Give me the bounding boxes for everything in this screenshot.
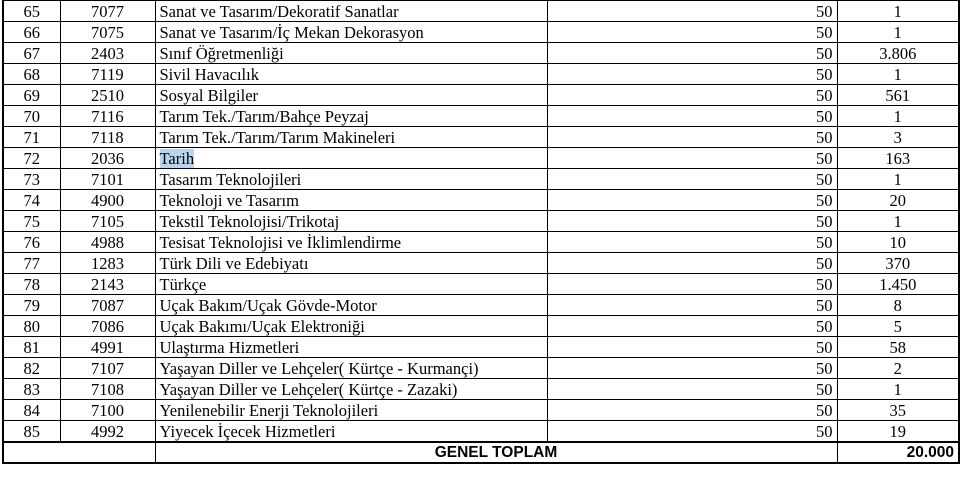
- program-code-cell: 7116: [60, 106, 155, 127]
- row-number-cell: 72: [3, 148, 60, 169]
- program-name-cell: Tasarım Teknolojileri: [155, 169, 547, 190]
- total-row: [3, 442, 959, 463]
- total-label: GENEL TOPLAM: [155, 442, 837, 463]
- program-code-cell: 4988: [60, 232, 155, 253]
- program-name-cell: Uçak Bakım/Uçak Gövde-Motor: [155, 295, 547, 316]
- total-blank-cell: [3, 442, 155, 463]
- table-row: [3, 22, 959, 43]
- program-code-cell: 2510: [60, 85, 155, 106]
- table-row: [3, 421, 959, 443]
- applications-cell: 1: [837, 64, 959, 85]
- table-row: [3, 274, 959, 295]
- table-row: [3, 400, 959, 421]
- table-row: [3, 106, 959, 127]
- applications-cell: 561: [837, 85, 959, 106]
- quota-cell: 50: [547, 127, 837, 148]
- row-number-cell: 81: [3, 337, 60, 358]
- applications-cell: 8: [837, 295, 959, 316]
- table-row: [3, 148, 959, 169]
- row-number-cell: 83: [3, 379, 60, 400]
- table-body: [3, 1, 959, 443]
- program-name-cell: Tarım Tek./Tarım/Tarım Makineleri: [155, 127, 547, 148]
- program-name-cell: Sanat ve Tasarım/İç Mekan Dekorasyon: [155, 22, 547, 43]
- table-row: [3, 127, 959, 148]
- program-code-cell: 2143: [60, 274, 155, 295]
- row-number-cell: 71: [3, 127, 60, 148]
- quota-cell: 50: [547, 379, 837, 400]
- applications-cell: 20: [837, 190, 959, 211]
- program-code-cell: 2036: [60, 148, 155, 169]
- program-code-cell: 2403: [60, 43, 155, 64]
- table-row: [3, 295, 959, 316]
- applications-cell: 1: [837, 169, 959, 190]
- applications-cell: 58: [837, 337, 959, 358]
- applications-cell: 3: [837, 127, 959, 148]
- row-number-cell: 70: [3, 106, 60, 127]
- program-code-cell: 7086: [60, 316, 155, 337]
- row-number-cell: 84: [3, 400, 60, 421]
- row-number-cell: 74: [3, 190, 60, 211]
- quota-cell: 50: [547, 106, 837, 127]
- row-number-cell: 85: [3, 421, 60, 443]
- quota-cell: 50: [547, 295, 837, 316]
- quota-cell: 50: [547, 337, 837, 358]
- table-row: [3, 1, 959, 22]
- applications-cell: 35: [837, 400, 959, 421]
- program-name-cell: Teknoloji ve Tasarım: [155, 190, 547, 211]
- program-name-cell: Yiyecek İçecek Hizmetleri: [155, 421, 547, 443]
- quota-cell: 50: [547, 169, 837, 190]
- applications-cell: 1: [837, 22, 959, 43]
- total-value: 20.000: [837, 442, 959, 463]
- table-row: [3, 64, 959, 85]
- applications-cell: 1: [837, 379, 959, 400]
- table-row: [3, 211, 959, 232]
- quota-cell: 50: [547, 1, 837, 22]
- applications-cell: 1.450: [837, 274, 959, 295]
- program-name-cell: Türkçe: [155, 274, 547, 295]
- applications-cell: 370: [837, 253, 959, 274]
- applications-cell: 2: [837, 358, 959, 379]
- quota-cell: 50: [547, 43, 837, 64]
- program-name-cell: Yenilenebilir Enerji Teknolojileri: [155, 400, 547, 421]
- quota-cell: 50: [547, 232, 837, 253]
- applications-cell: 1: [837, 211, 959, 232]
- program-code-cell: 7108: [60, 379, 155, 400]
- quota-cell: 50: [547, 421, 837, 443]
- row-number-cell: 76: [3, 232, 60, 253]
- quota-cell: 50: [547, 274, 837, 295]
- row-number-cell: 79: [3, 295, 60, 316]
- program-name-cell: Sivil Havacılık: [155, 64, 547, 85]
- program-code-cell: 4900: [60, 190, 155, 211]
- quota-cell: 50: [547, 358, 837, 379]
- program-name-cell: Tesisat Teknolojisi ve İklimlendirme: [155, 232, 547, 253]
- program-name-cell: Türk Dili ve Edebiyatı: [155, 253, 547, 274]
- quota-cell: 50: [547, 316, 837, 337]
- program-code-cell: 7101: [60, 169, 155, 190]
- program-code-cell: 7118: [60, 127, 155, 148]
- program-name-cell: Ulaştırma Hizmetleri: [155, 337, 547, 358]
- row-number-cell: 65: [3, 1, 60, 22]
- table-row: [3, 379, 959, 400]
- applications-cell: 1: [837, 1, 959, 22]
- table-row: [3, 316, 959, 337]
- program-name-cell: [155, 148, 547, 169]
- table-row: [3, 253, 959, 274]
- program-name-cell: Yaşayan Diller ve Lehçeler( Kürtçe - Zazaki): [155, 379, 547, 400]
- quota-cell: 50: [547, 64, 837, 85]
- program-code-cell: 7077: [60, 1, 155, 22]
- table-row: [3, 337, 959, 358]
- program-code-cell: 7075: [60, 22, 155, 43]
- quota-table: [2, 0, 960, 464]
- program-code-cell: 7087: [60, 295, 155, 316]
- program-name-cell: Tarım Tek./Tarım/Bahçe Peyzaj: [155, 106, 547, 127]
- applications-cell: 163: [837, 148, 959, 169]
- quota-cell: 50: [547, 253, 837, 274]
- program-name-cell: Uçak Bakımı/Uçak Elektroniği: [155, 316, 547, 337]
- program-code-cell: 4992: [60, 421, 155, 443]
- applications-cell: 10: [837, 232, 959, 253]
- program-code-cell: 7100: [60, 400, 155, 421]
- quota-cell: 50: [547, 190, 837, 211]
- row-number-cell: 80: [3, 316, 60, 337]
- row-number-cell: 69: [3, 85, 60, 106]
- table-row: [3, 232, 959, 253]
- row-number-cell: 73: [3, 169, 60, 190]
- table-row: [3, 43, 959, 64]
- program-name-cell: Yaşayan Diller ve Lehçeler( Kürtçe - Kurmançi): [155, 358, 547, 379]
- quota-cell: 50: [547, 85, 837, 106]
- row-number-cell: 78: [3, 274, 60, 295]
- program-code-cell: 4991: [60, 337, 155, 358]
- program-name-cell: Sınıf Öğretmenliği: [155, 43, 547, 64]
- program-code-cell: 7119: [60, 64, 155, 85]
- program-name-cell: Sanat ve Tasarım/Dekoratif Sanatlar: [155, 1, 547, 22]
- program-code-cell: 7105: [60, 211, 155, 232]
- table-row: [3, 85, 959, 106]
- row-number-cell: 75: [3, 211, 60, 232]
- quota-cell: 50: [547, 148, 837, 169]
- table-row: [3, 190, 959, 211]
- quota-cell: 50: [547, 211, 837, 232]
- program-name-cell: Sosyal Bilgiler: [155, 85, 547, 106]
- selected-text-highlight[interactable]: Tarih: [159, 148, 195, 168]
- program-code-cell: 7107: [60, 358, 155, 379]
- program-code-cell: 1283: [60, 253, 155, 274]
- table-row: [3, 358, 959, 379]
- quota-cell: 50: [547, 22, 837, 43]
- row-number-cell: 68: [3, 64, 60, 85]
- row-number-cell: 77: [3, 253, 60, 274]
- program-name-cell: Tekstil Teknolojisi/Trikotaj: [155, 211, 547, 232]
- applications-cell: 19: [837, 421, 959, 443]
- table-row: [3, 169, 959, 190]
- row-number-cell: 66: [3, 22, 60, 43]
- applications-cell: 5: [837, 316, 959, 337]
- row-number-cell: 82: [3, 358, 60, 379]
- row-number-cell: 67: [3, 43, 60, 64]
- quota-cell: 50: [547, 400, 837, 421]
- applications-cell: 3.806: [837, 43, 959, 64]
- applications-cell: 1: [837, 106, 959, 127]
